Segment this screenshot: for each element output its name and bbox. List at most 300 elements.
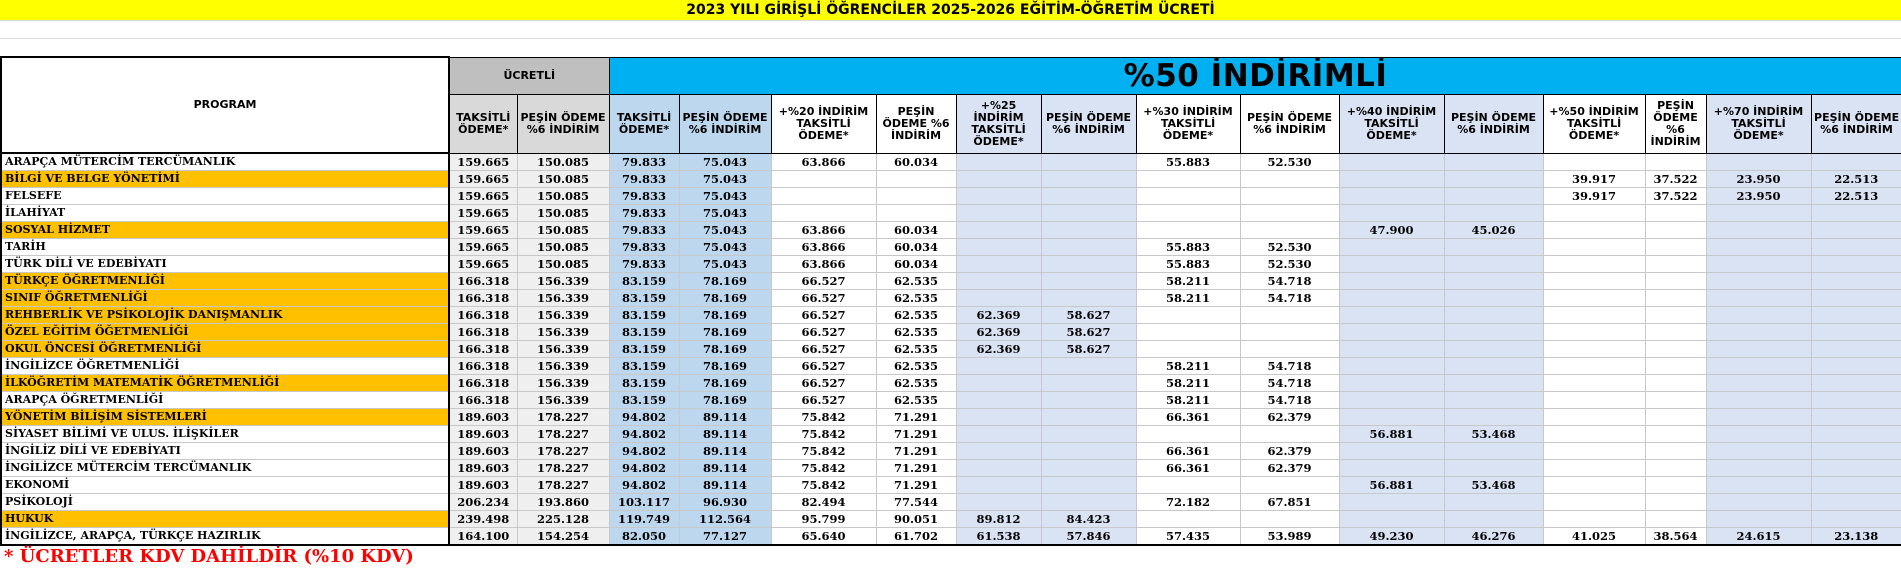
fee-cell xyxy=(1543,477,1645,494)
fee-cell xyxy=(1706,460,1811,477)
fee-cell xyxy=(1706,222,1811,239)
fee-cell: 189.603 xyxy=(449,409,517,426)
fee-cell xyxy=(956,375,1041,392)
fee-cell xyxy=(1444,494,1543,511)
fee-cell xyxy=(1136,171,1240,188)
program-name: İNGİLİZCE MÜTERCİM TERCÜMANLIK xyxy=(1,460,449,477)
fee-cell xyxy=(1240,324,1339,341)
fee-cell: 71.291 xyxy=(876,443,956,460)
fee-cell: 54.718 xyxy=(1240,392,1339,409)
program-name: ÖZEL EĞİTİM ÖĞETMENLİĞİ xyxy=(1,324,449,341)
column-header-8: PEŞİN ÖDEME %6 İNDİRİM xyxy=(1041,94,1136,153)
fee-cell: 66.527 xyxy=(771,392,876,409)
fee-cell xyxy=(1706,205,1811,222)
fee-cell xyxy=(956,205,1041,222)
fee-cell xyxy=(1811,477,1901,494)
fee-cell xyxy=(1543,205,1645,222)
fee-cell xyxy=(956,443,1041,460)
fee-cell: 75.842 xyxy=(771,426,876,443)
fee-cell: 57.435 xyxy=(1136,528,1240,546)
fee-cell: 39.917 xyxy=(1543,171,1645,188)
fee-cell: 37.522 xyxy=(1645,188,1706,205)
fee-cell: 79.833 xyxy=(609,205,679,222)
fee-cell: 119.749 xyxy=(609,511,679,528)
sheet-title: 2023 YILI GİRİŞLİ ÖĞRENCİLER 2025-2026 EĞİTİM-ÖĞRETİM ÜCRETİ xyxy=(0,0,1901,20)
fee-cell xyxy=(1339,494,1444,511)
fee-cell xyxy=(1645,256,1706,273)
fee-cell xyxy=(956,426,1041,443)
fee-cell: 156.339 xyxy=(517,341,609,358)
program-name: EKONOMİ xyxy=(1,477,449,494)
fee-cell xyxy=(1339,392,1444,409)
fee-cell: 77.127 xyxy=(679,528,771,546)
program-name: PSİKOLOJİ xyxy=(1,494,449,511)
fee-cell: 78.169 xyxy=(679,290,771,307)
table-row xyxy=(1,222,1901,239)
fee-cell xyxy=(1645,341,1706,358)
fee-cell xyxy=(1041,494,1136,511)
fee-cell xyxy=(1645,290,1706,307)
fee-cell xyxy=(876,205,956,222)
fee-cell: 79.833 xyxy=(609,171,679,188)
fee-cell xyxy=(1706,256,1811,273)
fee-cell xyxy=(1444,392,1543,409)
fee-cell xyxy=(956,239,1041,256)
fee-cell: 57.846 xyxy=(1041,528,1136,546)
fee-cell xyxy=(1543,426,1645,443)
fee-cell xyxy=(956,392,1041,409)
fee-cell: 83.159 xyxy=(609,273,679,290)
fee-cell xyxy=(1811,290,1901,307)
fee-cell xyxy=(1444,341,1543,358)
fee-cell: 156.339 xyxy=(517,375,609,392)
fee-cell: 55.883 xyxy=(1136,256,1240,273)
fee-cell xyxy=(1543,290,1645,307)
fee-cell xyxy=(956,409,1041,426)
fee-cell xyxy=(1444,205,1543,222)
fee-cell xyxy=(1706,290,1811,307)
fee-cell: 94.802 xyxy=(609,443,679,460)
fee-cell xyxy=(1339,460,1444,477)
fee-cell: 154.254 xyxy=(517,528,609,546)
fee-cell xyxy=(1645,273,1706,290)
fee-cell xyxy=(1041,392,1136,409)
fee-cell: 193.860 xyxy=(517,494,609,511)
fee-cell: 54.718 xyxy=(1240,273,1339,290)
fee-cell xyxy=(1543,511,1645,528)
fee-cell: 159.665 xyxy=(449,171,517,188)
fee-cell: 83.159 xyxy=(609,358,679,375)
table-row xyxy=(1,171,1901,188)
fee-cell xyxy=(1444,188,1543,205)
fee-cell xyxy=(1543,341,1645,358)
fee-cell xyxy=(1706,511,1811,528)
program-name: TÜRKÇE ÖĞRETMENLİĞİ xyxy=(1,273,449,290)
fee-cell xyxy=(1339,307,1444,324)
fee-cell xyxy=(956,273,1041,290)
fee-cell xyxy=(1339,153,1444,171)
fee-cell: 156.339 xyxy=(517,307,609,324)
fee-cell: 89.114 xyxy=(679,409,771,426)
fee-cell: 75.842 xyxy=(771,460,876,477)
fee-cell: 78.169 xyxy=(679,341,771,358)
vat-note: * ÜCRETLER KDV DAHİLDİR (%10 KDV) xyxy=(4,546,414,567)
fee-cell xyxy=(1444,239,1543,256)
fee-cell: 60.034 xyxy=(876,256,956,273)
fee-cell: 71.291 xyxy=(876,426,956,443)
program-header: PROGRAM xyxy=(1,57,449,153)
fee-cell xyxy=(1645,494,1706,511)
fee-cell xyxy=(1706,239,1811,256)
table-row xyxy=(1,375,1901,392)
program-name: İLAHİYAT xyxy=(1,205,449,222)
fee-cell: 156.339 xyxy=(517,324,609,341)
fee-cell: 62.535 xyxy=(876,392,956,409)
fee-cell xyxy=(1706,409,1811,426)
fee-cell xyxy=(1645,443,1706,460)
fee-cell: 189.603 xyxy=(449,460,517,477)
fee-cell: 56.881 xyxy=(1339,426,1444,443)
fee-cell xyxy=(1136,307,1240,324)
fee-cell xyxy=(1706,307,1811,324)
fee-cell: 52.530 xyxy=(1240,153,1339,171)
fee-cell: 82.494 xyxy=(771,494,876,511)
program-name: HUKUK xyxy=(1,511,449,528)
fee-cell xyxy=(1811,205,1901,222)
program-name: BİLGİ VE BELGE YÖNETİMİ xyxy=(1,171,449,188)
fee-cell: 58.627 xyxy=(1041,324,1136,341)
fee-cell xyxy=(1339,205,1444,222)
indirimli-header: %50 İNDİRİMLİ xyxy=(609,57,1901,94)
fee-cell: 178.227 xyxy=(517,426,609,443)
fee-cell: 60.034 xyxy=(876,153,956,171)
fee-cell: 52.530 xyxy=(1240,239,1339,256)
fee-cell: 60.034 xyxy=(876,239,956,256)
fee-cell xyxy=(1543,409,1645,426)
fee-cell xyxy=(1136,426,1240,443)
program-name: İNGİLİZCE ÖĞRETMENLİĞİ xyxy=(1,358,449,375)
column-header-11: +%40 İNDİRİM TAKSİTLİ ÖDEME* xyxy=(1339,94,1444,153)
fee-cell xyxy=(1543,375,1645,392)
fee-cell: 62.535 xyxy=(876,290,956,307)
program-name: SOSYAL HİZMET xyxy=(1,222,449,239)
fee-cell xyxy=(1041,205,1136,222)
fee-cell: 166.318 xyxy=(449,392,517,409)
fee-cell xyxy=(956,222,1041,239)
fee-cell: 239.498 xyxy=(449,511,517,528)
ucretli-header: ÜCRETLİ xyxy=(449,57,609,94)
fee-cell: 71.291 xyxy=(876,409,956,426)
fee-table xyxy=(0,56,1901,546)
fee-cell: 66.527 xyxy=(771,273,876,290)
empty-grid-rows xyxy=(0,20,1901,56)
table-row xyxy=(1,188,1901,205)
fee-cell xyxy=(1706,477,1811,494)
table-row xyxy=(1,443,1901,460)
fee-cell: 89.114 xyxy=(679,443,771,460)
fee-cell xyxy=(1811,409,1901,426)
fee-cell: 66.527 xyxy=(771,375,876,392)
fee-cell: 63.866 xyxy=(771,256,876,273)
fee-cell xyxy=(1339,341,1444,358)
fee-cell xyxy=(1444,290,1543,307)
program-name: TÜRK DİLİ VE EDEBİYATI xyxy=(1,256,449,273)
fee-cell xyxy=(1444,443,1543,460)
fee-cell xyxy=(1645,205,1706,222)
fee-cell: 89.812 xyxy=(956,511,1041,528)
table-row xyxy=(1,290,1901,307)
column-header-15: +%70 İNDİRİM TAKSİTLİ ÖDEME* xyxy=(1706,94,1811,153)
fee-cell xyxy=(1811,460,1901,477)
fee-cell xyxy=(956,188,1041,205)
fee-cell: 78.169 xyxy=(679,375,771,392)
table-row xyxy=(1,358,1901,375)
fee-cell: 58.211 xyxy=(1136,375,1240,392)
fee-cell: 66.527 xyxy=(771,324,876,341)
fee-cell: 58.627 xyxy=(1041,341,1136,358)
table-row xyxy=(1,409,1901,426)
fee-cell xyxy=(1136,205,1240,222)
program-name: OKUL ÖNCESİ ÖĞRETMENLİĞİ xyxy=(1,341,449,358)
fee-cell: 62.379 xyxy=(1240,443,1339,460)
fee-cell: 156.339 xyxy=(517,358,609,375)
fee-cell xyxy=(1444,511,1543,528)
fee-cell xyxy=(1543,358,1645,375)
fee-cell: 83.159 xyxy=(609,375,679,392)
table-row xyxy=(1,205,1901,222)
fee-cell xyxy=(1041,153,1136,171)
fee-cell: 54.718 xyxy=(1240,290,1339,307)
fee-cell xyxy=(1811,341,1901,358)
fee-cell xyxy=(1136,188,1240,205)
fee-cell: 83.159 xyxy=(609,324,679,341)
fee-cell xyxy=(1240,477,1339,494)
fee-cell: 58.627 xyxy=(1041,307,1136,324)
fee-cell: 41.025 xyxy=(1543,528,1645,546)
fee-cell xyxy=(1339,273,1444,290)
fee-cell xyxy=(1811,273,1901,290)
fee-cell xyxy=(1240,188,1339,205)
column-header-6: PEŞİN ÖDEME %6 İNDİRİM xyxy=(876,94,956,153)
fee-cell: 66.527 xyxy=(771,290,876,307)
fee-cell: 63.866 xyxy=(771,222,876,239)
fee-cell xyxy=(956,256,1041,273)
fee-cell xyxy=(1543,273,1645,290)
fee-cell xyxy=(1136,324,1240,341)
fee-cell: 23.950 xyxy=(1706,188,1811,205)
fee-cell xyxy=(1041,477,1136,494)
fee-cell: 75.043 xyxy=(679,222,771,239)
fee-cell: 82.050 xyxy=(609,528,679,546)
fee-cell: 62.379 xyxy=(1240,460,1339,477)
column-header-16: PEŞİN ÖDEME %6 İNDİRİM xyxy=(1811,94,1901,153)
fee-cell: 66.527 xyxy=(771,307,876,324)
fee-cell: 166.318 xyxy=(449,273,517,290)
fee-cell xyxy=(1444,460,1543,477)
fee-cell: 22.513 xyxy=(1811,188,1901,205)
program-name: ARAPÇA MÜTERCİM TERCÜMANLIK xyxy=(1,153,449,171)
fee-cell: 62.535 xyxy=(876,324,956,341)
fee-cell: 150.085 xyxy=(517,171,609,188)
fee-cell: 67.851 xyxy=(1240,494,1339,511)
fee-cell: 78.169 xyxy=(679,307,771,324)
fee-cell xyxy=(1811,443,1901,460)
fee-cell: 55.883 xyxy=(1136,153,1240,171)
fee-cell xyxy=(1645,511,1706,528)
fee-cell: 164.100 xyxy=(449,528,517,546)
fee-cell xyxy=(1339,358,1444,375)
fee-cell xyxy=(1543,256,1645,273)
fee-cell xyxy=(1543,494,1645,511)
fee-cell xyxy=(1136,477,1240,494)
fee-cell: 75.842 xyxy=(771,409,876,426)
table-row xyxy=(1,392,1901,409)
fee-cell xyxy=(1645,307,1706,324)
fee-cell xyxy=(1339,324,1444,341)
fee-cell: 71.291 xyxy=(876,460,956,477)
fee-cell: 112.564 xyxy=(679,511,771,528)
fee-cell: 83.159 xyxy=(609,307,679,324)
fee-cell xyxy=(1444,409,1543,426)
fee-cell: 94.802 xyxy=(609,477,679,494)
fee-cell: 166.318 xyxy=(449,358,517,375)
program-name: İNGİLİZ DİLİ VE EDEBİYATI xyxy=(1,443,449,460)
fee-cell xyxy=(1706,392,1811,409)
fee-cell: 189.603 xyxy=(449,443,517,460)
fee-cell xyxy=(956,460,1041,477)
fee-cell: 52.530 xyxy=(1240,256,1339,273)
fee-cell xyxy=(1645,358,1706,375)
fee-cell: 58.211 xyxy=(1136,273,1240,290)
fee-cell xyxy=(1645,222,1706,239)
fee-cell xyxy=(1706,494,1811,511)
fee-cell: 178.227 xyxy=(517,409,609,426)
fee-cell: 90.051 xyxy=(876,511,956,528)
program-name: İLKÖĞRETİM MATEMATİK ÖĞRETMENLİĞİ xyxy=(1,375,449,392)
fee-cell xyxy=(1041,426,1136,443)
fee-cell: 178.227 xyxy=(517,443,609,460)
fee-cell: 150.085 xyxy=(517,222,609,239)
fee-cell: 54.718 xyxy=(1240,358,1339,375)
fee-cell: 166.318 xyxy=(449,307,517,324)
table-row xyxy=(1,239,1901,256)
fee-cell: 58.211 xyxy=(1136,392,1240,409)
program-name: SINIF ÖĞRETMENLİĞİ xyxy=(1,290,449,307)
table-row xyxy=(1,511,1901,528)
fee-cell: 156.339 xyxy=(517,290,609,307)
fee-cell xyxy=(1041,222,1136,239)
fee-cell xyxy=(1444,256,1543,273)
fee-cell xyxy=(1444,153,1543,171)
fee-cell xyxy=(1444,171,1543,188)
fee-cell xyxy=(956,171,1041,188)
fee-cell: 75.842 xyxy=(771,443,876,460)
fee-cell: 79.833 xyxy=(609,222,679,239)
fee-cell xyxy=(1645,477,1706,494)
column-header-10: PEŞİN ÖDEME %6 İNDİRİM xyxy=(1240,94,1339,153)
fee-cell: 71.291 xyxy=(876,477,956,494)
fee-cell: 55.883 xyxy=(1136,239,1240,256)
table-row xyxy=(1,494,1901,511)
fee-cell xyxy=(1041,443,1136,460)
program-name: REHBERLİK VE PSİKOLOJİK DANIŞMANLIK xyxy=(1,307,449,324)
fee-cell xyxy=(1041,188,1136,205)
fee-cell xyxy=(1811,239,1901,256)
fee-cell: 53.468 xyxy=(1444,477,1543,494)
fee-cell xyxy=(1811,307,1901,324)
fee-cell: 78.169 xyxy=(679,324,771,341)
fee-cell: 78.169 xyxy=(679,273,771,290)
fee-cell: 166.318 xyxy=(449,324,517,341)
fee-cell xyxy=(1339,256,1444,273)
fee-cell xyxy=(1041,239,1136,256)
table-row xyxy=(1,528,1901,546)
fee-cell: 62.535 xyxy=(876,358,956,375)
fee-cell: 53.989 xyxy=(1240,528,1339,546)
fee-cell xyxy=(1543,153,1645,171)
fee-cell xyxy=(1706,426,1811,443)
fee-cell xyxy=(1240,341,1339,358)
fee-cell xyxy=(771,188,876,205)
fee-cell: 65.640 xyxy=(771,528,876,546)
fee-cell: 95.799 xyxy=(771,511,876,528)
fee-cell: 150.085 xyxy=(517,239,609,256)
fee-cell xyxy=(1041,409,1136,426)
fee-cell: 39.917 xyxy=(1543,188,1645,205)
fee-cell: 22.513 xyxy=(1811,171,1901,188)
column-header-4: PEŞİN ÖDEME %6 İNDİRİM xyxy=(679,94,771,153)
fee-cell: 159.665 xyxy=(449,222,517,239)
fee-cell: 49.230 xyxy=(1339,528,1444,546)
fee-cell: 23.950 xyxy=(1706,171,1811,188)
fee-cell: 37.522 xyxy=(1645,171,1706,188)
table-row xyxy=(1,426,1901,443)
fee-cell xyxy=(1706,324,1811,341)
fee-cell: 79.833 xyxy=(609,188,679,205)
fee-cell xyxy=(771,205,876,222)
fee-cell: 103.117 xyxy=(609,494,679,511)
fee-cell: 75.043 xyxy=(679,153,771,171)
fee-cell: 206.234 xyxy=(449,494,517,511)
fee-cell xyxy=(1240,426,1339,443)
fee-cell: 62.535 xyxy=(876,341,956,358)
fee-cell xyxy=(771,171,876,188)
fee-cell xyxy=(1041,358,1136,375)
fee-cell: 156.339 xyxy=(517,273,609,290)
fee-cell: 159.665 xyxy=(449,188,517,205)
program-name: ARAPÇA ÖĞRETMENLİĞİ xyxy=(1,392,449,409)
fee-cell xyxy=(1811,222,1901,239)
table-row xyxy=(1,477,1901,494)
fee-cell: 96.930 xyxy=(679,494,771,511)
fee-cell xyxy=(1811,324,1901,341)
fee-cell xyxy=(1041,290,1136,307)
fee-cell xyxy=(956,494,1041,511)
fee-cell: 189.603 xyxy=(449,426,517,443)
fee-cell xyxy=(1811,494,1901,511)
fee-cell xyxy=(1240,307,1339,324)
fee-cell: 75.043 xyxy=(679,256,771,273)
fee-cell: 75.043 xyxy=(679,205,771,222)
fee-cell xyxy=(1645,375,1706,392)
fee-cell: 79.833 xyxy=(609,256,679,273)
fee-cell: 89.114 xyxy=(679,477,771,494)
fee-cell: 45.026 xyxy=(1444,222,1543,239)
fee-cell xyxy=(1136,341,1240,358)
fee-cell xyxy=(956,358,1041,375)
fee-cell: 79.833 xyxy=(609,153,679,171)
fee-cell xyxy=(1543,460,1645,477)
